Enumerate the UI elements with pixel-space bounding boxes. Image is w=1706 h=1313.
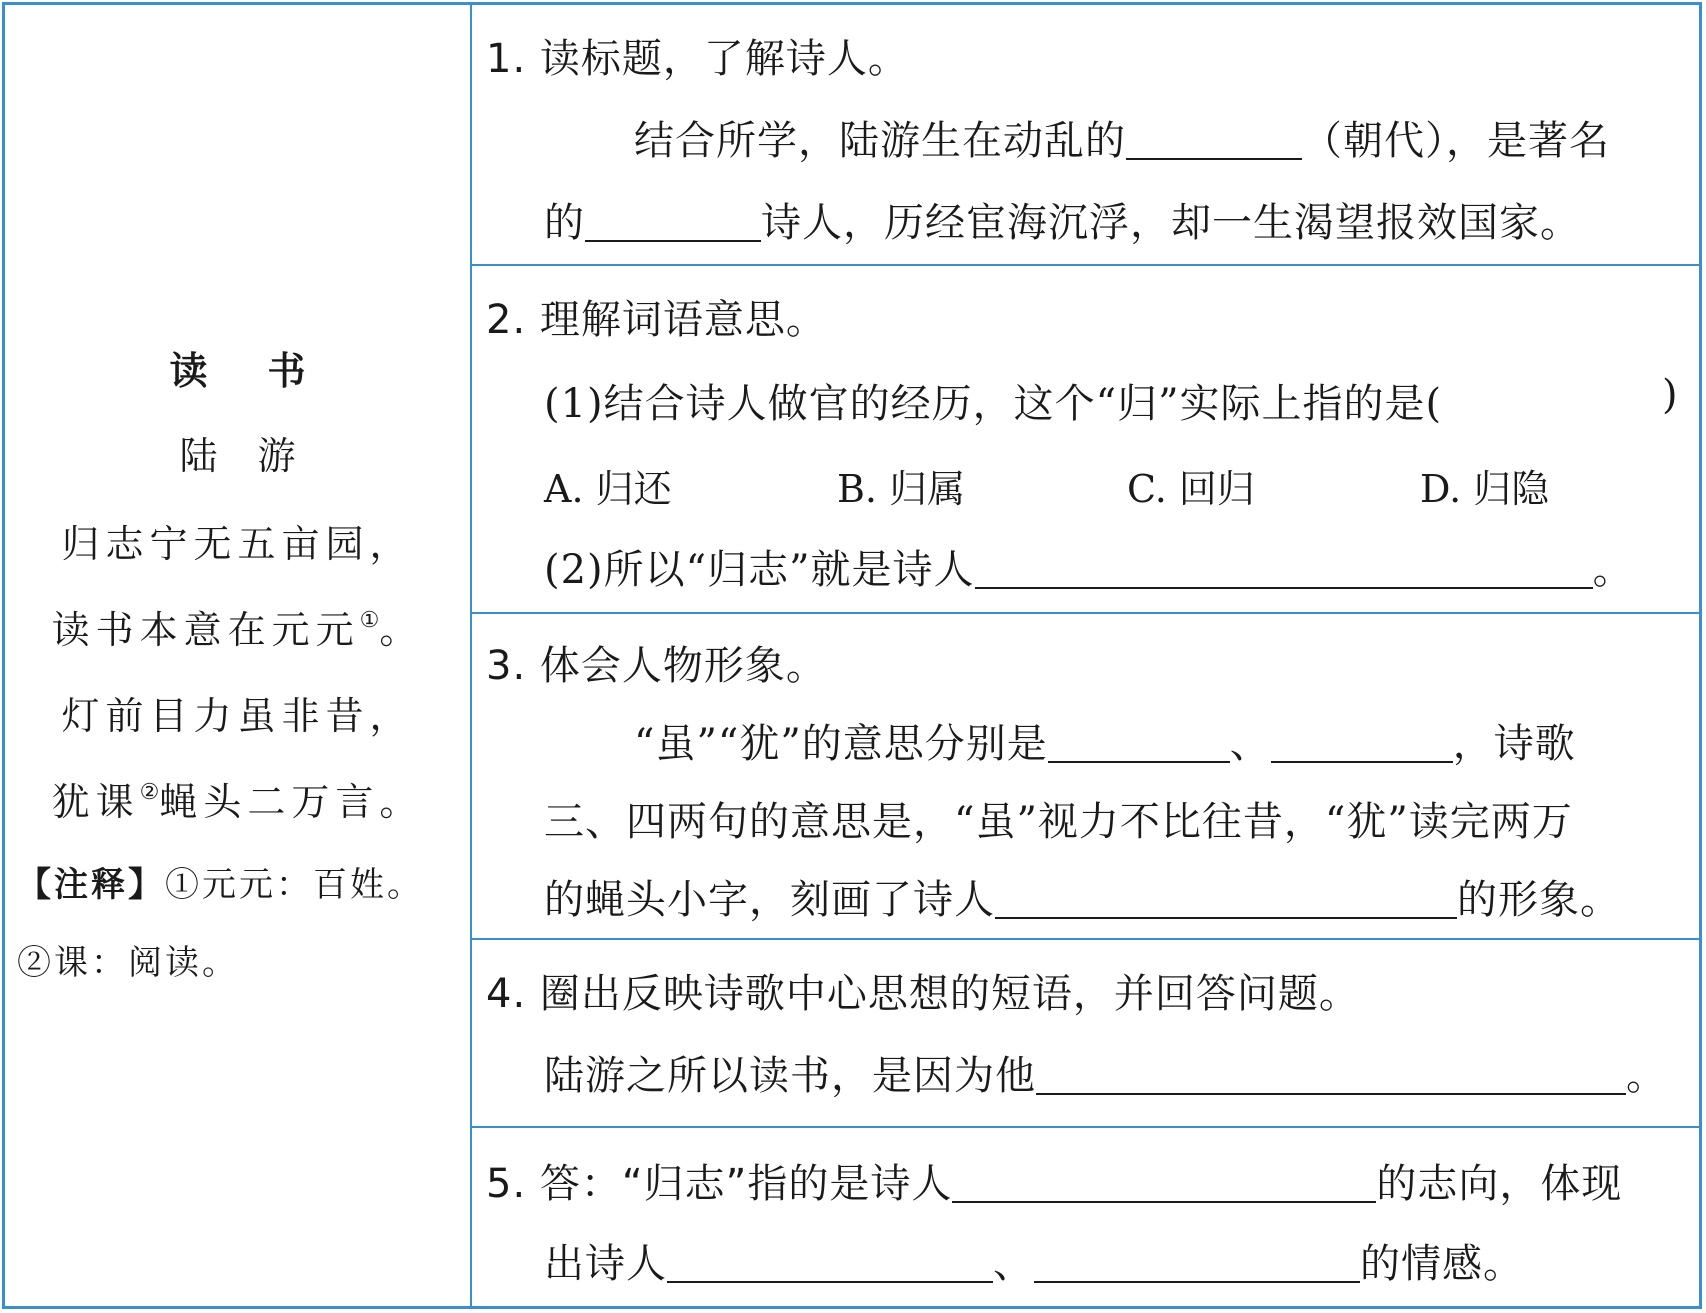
q1-line1-a: 结合所学，陆游生在动乱的: [634, 118, 1126, 164]
poem-line-2-text: 读书本意在元元: [51, 608, 360, 652]
q1-heading: 1. 读标题，了解诗人。: [486, 36, 909, 82]
footnote-mark-1: ①: [359, 608, 380, 633]
q4-line1-end: 。: [1626, 1053, 1667, 1099]
q4-reason-blank[interactable]: [1036, 1053, 1626, 1095]
q2-sub2-text: (2)所以“归志”就是诗人: [544, 547, 975, 593]
q5-heading-a: 5. 答：“归志”指的是诗人: [486, 1161, 953, 1207]
poem-title: 读书: [169, 348, 366, 393]
q3-line-3: [544, 868, 1621, 925]
q5-line-2: [544, 1232, 1524, 1289]
poem-line-1: 归志宁无五亩园，: [61, 522, 414, 566]
q5-emotion-blank-1[interactable]: [667, 1241, 993, 1283]
q3-you-blank[interactable]: [1271, 721, 1453, 763]
q5-line2-b: 的情感。: [1360, 1241, 1524, 1287]
poem-panel: [5, 5, 470, 1306]
q5-line2-sep: 、: [993, 1241, 1034, 1287]
poem-line-3: 灯前目力虽非昔，: [61, 694, 414, 738]
question-1: [472, 5, 1699, 266]
q4-line-1: [544, 1044, 1667, 1101]
q2-option-b[interactable]: B. 归属: [837, 467, 966, 511]
q2-sub1-close: ): [1662, 372, 1679, 418]
q1-line-1: [634, 109, 1610, 166]
q4-line1-text: 陆游之所以读书，是因为他: [544, 1053, 1036, 1099]
q5-emotion-blank-2[interactable]: [1034, 1241, 1360, 1283]
q3-heading: 3. 体会人物形象。: [486, 643, 827, 689]
q5-heading: [486, 1152, 1622, 1209]
poem-line-2: [5, 599, 470, 654]
poem-line-4: [5, 771, 470, 826]
q3-sui-blank[interactable]: [1048, 721, 1230, 763]
q2-option-a[interactable]: A. 归还: [544, 467, 672, 511]
q1-dynasty-blank[interactable]: [1126, 118, 1302, 160]
q3-image-blank[interactable]: [995, 877, 1457, 919]
q5-heading-b: 的志向，体现: [1376, 1161, 1623, 1207]
note-2: ②课：阅读。: [17, 943, 239, 983]
q3-line-2: 三、四两句的意思是，“虽”视力不比往昔，“犹”读完两万: [544, 799, 1573, 845]
q2-option-c[interactable]: C. 回归: [1127, 467, 1255, 511]
question-2: [472, 266, 1699, 614]
questions-panel: [472, 5, 1699, 1306]
q3-line-1: [634, 712, 1576, 769]
q1-poet-type-blank[interactable]: [585, 200, 761, 242]
q4-heading: 4. 圈出反映诗歌中心思想的短语，并回答问题。: [486, 971, 1360, 1017]
q2-option-d[interactable]: D. 归隐: [1420, 467, 1550, 511]
poem-line-4-b: 蝇头二万言。: [159, 780, 424, 824]
q2-sub2-end: 。: [1592, 547, 1634, 593]
q3-line1-sep: 、: [1229, 721, 1271, 767]
q1-line2-b: 诗人，历经宦海沉浮，却一生渴望报效国家。: [761, 200, 1581, 246]
poem-line-4-a: 犹课: [51, 780, 140, 824]
note-1: [17, 857, 424, 906]
q2-ambition-blank[interactable]: [975, 547, 1593, 589]
q3-line3-a: 的蝇头小字，刻画了诗人: [544, 877, 995, 923]
question-5: [472, 1128, 1699, 1307]
note-1-text: ①元元：百姓。: [165, 865, 424, 905]
question-4: [472, 940, 1699, 1128]
q2-sub1: (1)结合诗人做官的经历，这个“归”实际上指的是(: [544, 381, 1443, 427]
poem-author: 陆游: [179, 434, 336, 478]
q1-line-2: [544, 191, 1581, 248]
poem-line-2-end: 。: [379, 608, 424, 652]
q5-ambition-blank[interactable]: [952, 1161, 1376, 1203]
q2-sub2: [544, 538, 1634, 595]
q3-line1-a: “虽”“犹”的意思分别是: [634, 721, 1048, 767]
question-3: [472, 614, 1699, 940]
q2-heading: 2. 理解词语意思。: [486, 297, 827, 343]
q1-line1-b: （朝代），是著名: [1302, 118, 1610, 164]
q1-line2-a: 的: [544, 200, 585, 246]
note-tag: 【注释】: [17, 865, 165, 905]
worksheet: [2, 2, 1702, 1309]
q5-line2-a: 出诗人: [544, 1241, 667, 1287]
q3-line3-b: 的形象。: [1457, 877, 1621, 923]
q3-line1-b: ，诗歌: [1452, 721, 1576, 767]
footnote-mark-2: ②: [139, 780, 160, 805]
